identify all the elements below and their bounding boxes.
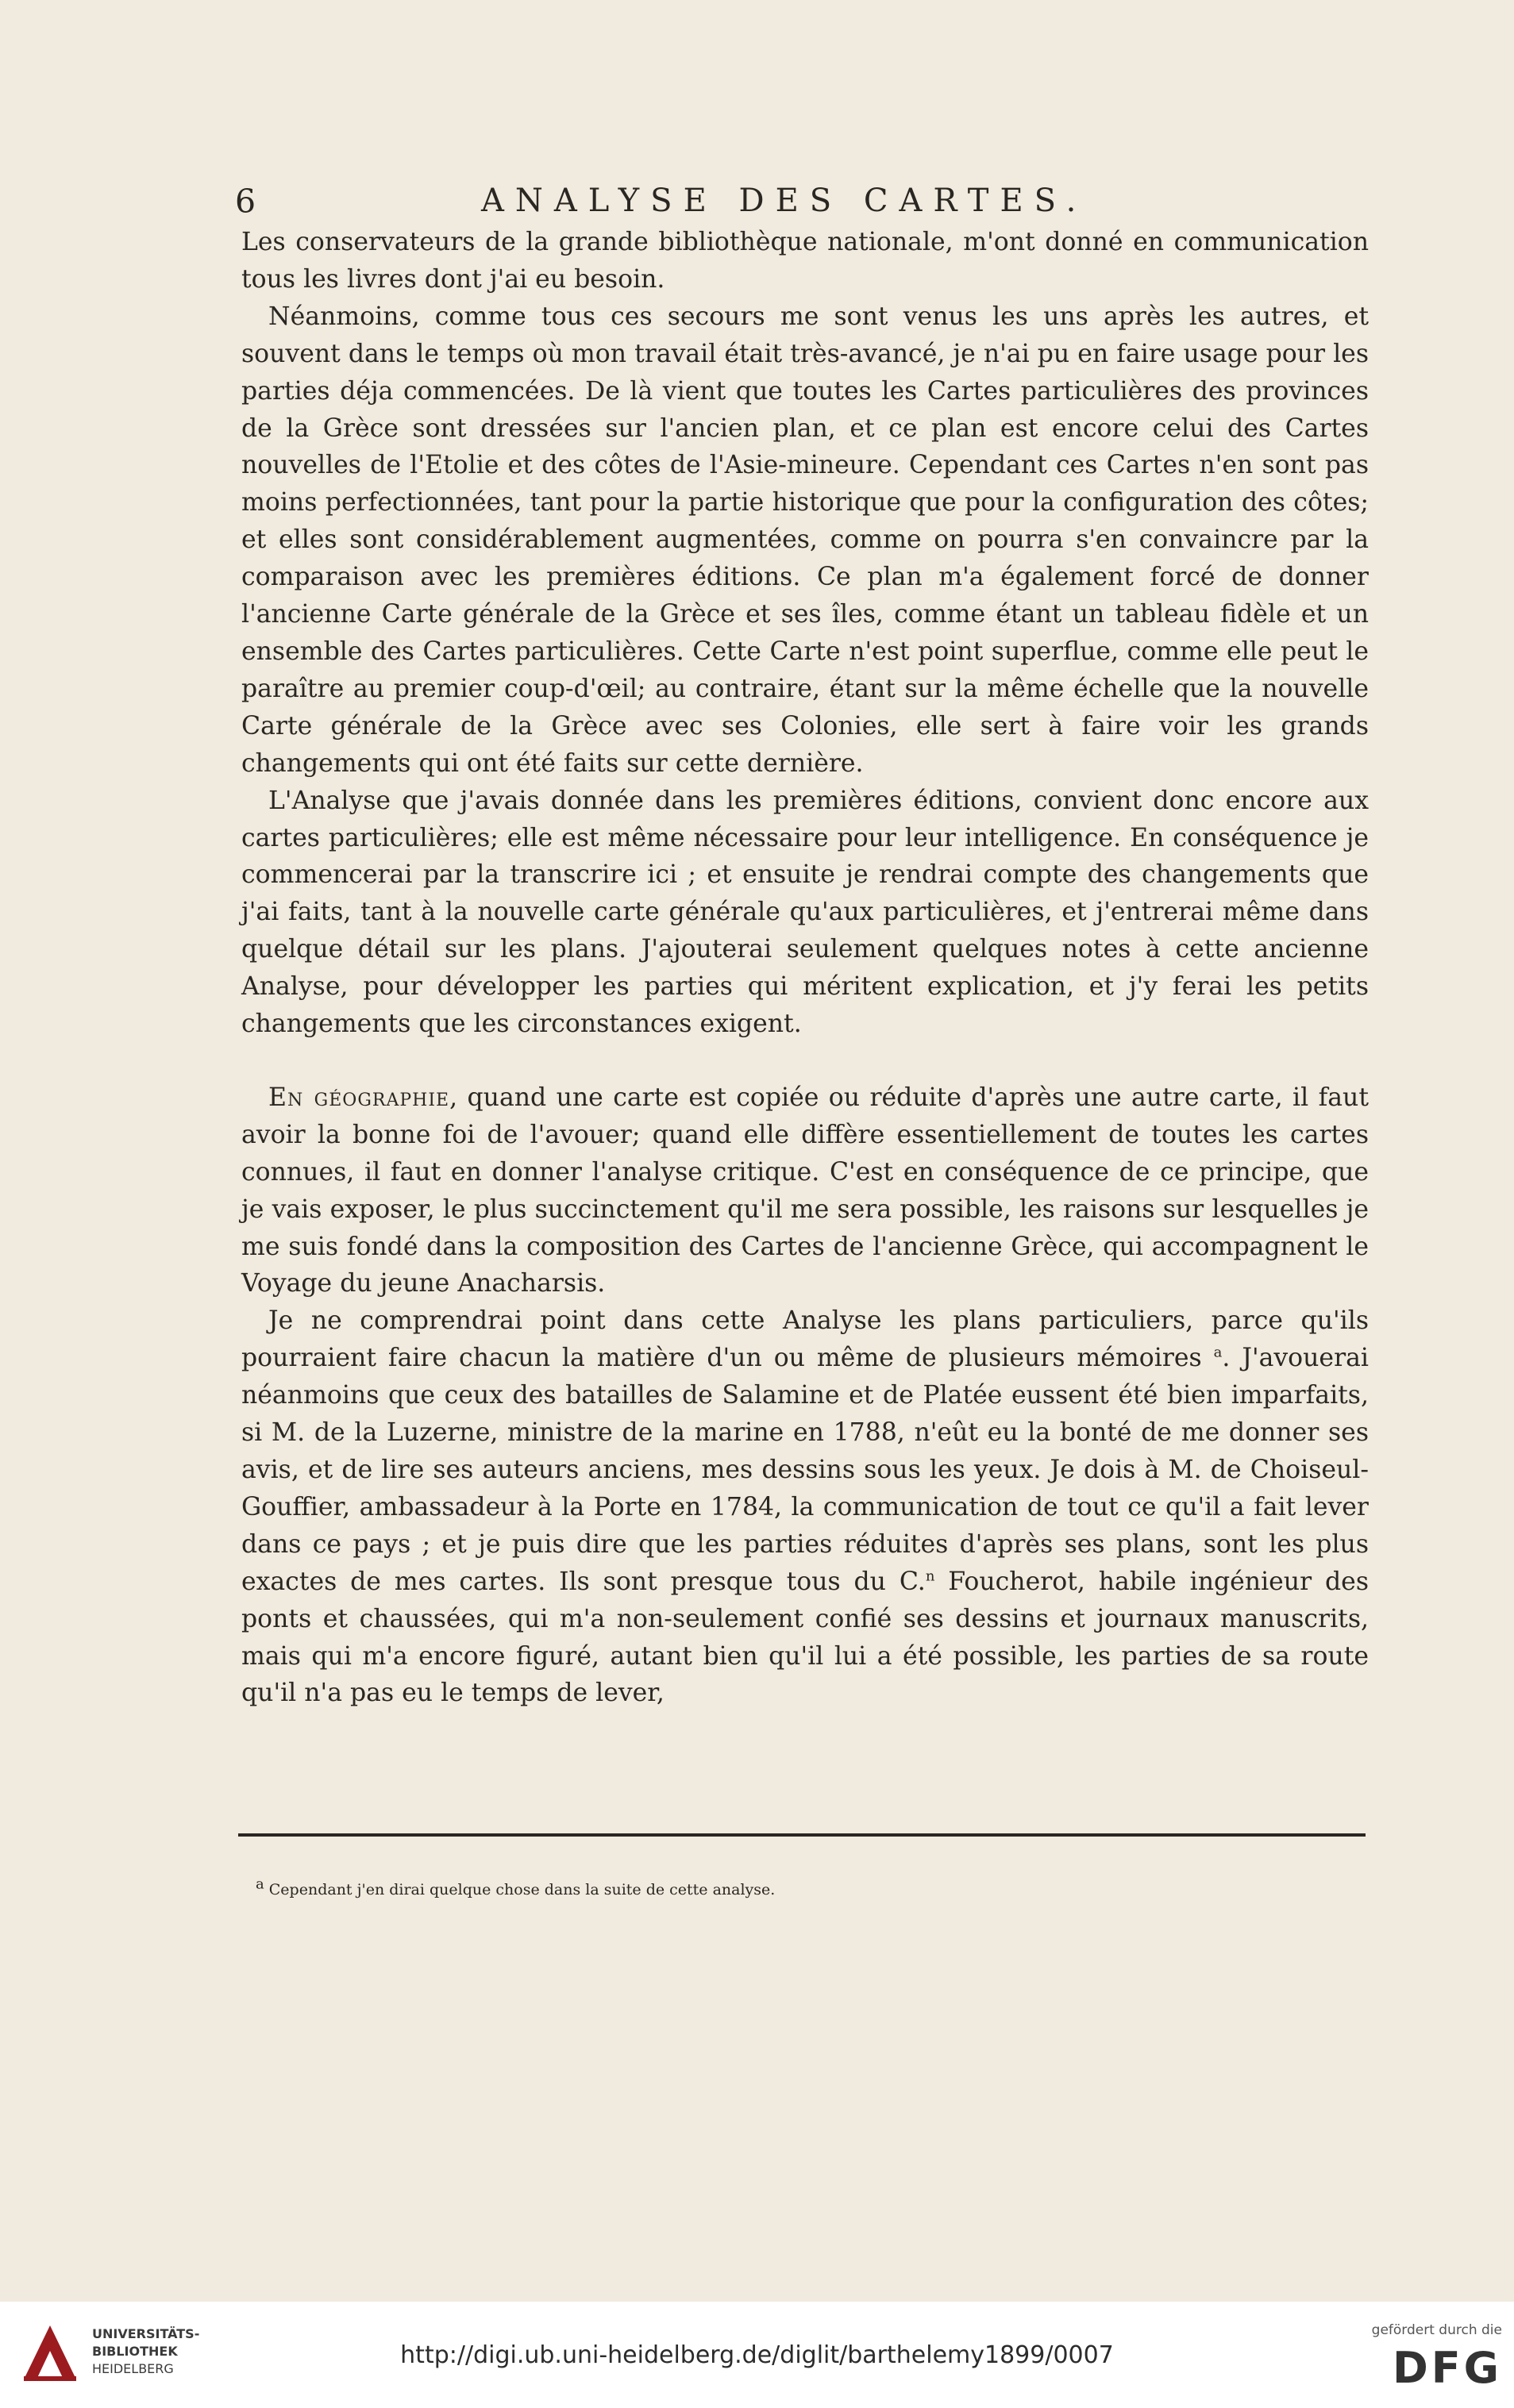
section-lead: En géographie	[268, 1083, 450, 1112]
footnote-rule	[238, 1833, 1366, 1837]
library-line-1: UNIVERSITÄTS-	[92, 2326, 200, 2341]
library-line-3: HEIDELBERG	[92, 2361, 174, 2376]
paragraph-2: Néanmoins, comme tous ces secours me sont venus les uns après les autres, et souvent dans le temps où mon travail était très-avancé, je n'ai pu en faire usage pour les parties déja commencées. De là vient que toutes les Cartes particulières des provinces de la Grèce sont dressées sur l'ancien plan, et ce plan est encore celui des Cartes nouvelles de l'Etolie et des côtes de l'Asie-mineure. Cependant ces Cartes n'en sont pas moins perfectionnées, tant pour la partie historique que pour la configuration des côtes; et elles sont considérablement augmentées, comme on pourra s'en convaincre par la comparaison avec les premières éditions. Ce plan m'a également forcé de donner l'ancienne Carte générale de la Grèce et ses îles, comme étant un tableau fidèle et un ensemble des Cartes particulières. Cette Carte n'est point superflue, comme elle peut le paraître au premier coup-d'œil; au contraire, étant sur la même échelle que la nouvelle Carte générale de la Grèce avec ses Colonies, elle sert à faire voir les grands changements qui ont été faits sur cette dernière.	[241, 302, 1369, 778]
footnote	[256, 1875, 1351, 1900]
library-line-2: BIBLIOTHEK	[92, 2344, 178, 2359]
last-paragraph-part-3: Foucherot, habile ingénieur des ponts et chaussées, qui m'a non-seulement confié ses dessins et journaux manuscrits, mais qui m'a encore figuré, autant bien qu'il lui a été possible, les parties de sa route qu'il n'a pas eu le temps de lever,	[241, 1567, 1369, 1708]
footnote-reference[interactable]: a	[1213, 1344, 1223, 1361]
paragraph-3: L'Analyse que j'avais donnée dans les premières éditions, convient donc encore aux cartes particulières; elle est même nécessaire pour leur intelligence. En conséquence je commencerai par la transcrire ici ; et ensuite je rendrai compte des changements que j'ai faits, tant à la nouvelle carte générale qu'aux particulières, et j'entrerai même dans quelque détail sur les plans. J'ajouterai seulement quelques notes à cette ancienne Analyse, pour développer les parties qui méritent explication, et j'y ferai les petits changements que les circonstances exigent.	[241, 786, 1369, 1039]
paragraph-section	[241, 1079, 1369, 1302]
viewer-footer	[0, 2302, 1514, 2408]
funder-logo: DFG	[1392, 2343, 1502, 2393]
paragraph-1: Les conservateurs de la grande bibliothèque nationale, m'ont donné en communication tous les livres dont j'ai eu besoin.	[241, 228, 1369, 294]
last-paragraph-part-2: . J'avouerai néanmoins que ceux des batailles de Salamine et de Platée eussent été bien imparfaits, si M. de la Luzerne, ministre de la marine en 1788, n'eût eu la bonté de me donner ses avis, et de lire ses auteurs anciens, mes dessins sous les yeux. Je dois à M. de Choiseul-Gouffier, ambassadeur à la Porte en 1784, la communication de tout ce qu'il a fait lever dans ce pays ; et je puis dire que les parties réduites d'après ses plans, sont les plus exactes de mes cartes. Ils sont presque tous du C.	[241, 1344, 1369, 1596]
funding-caption: gefördert durch die	[1371, 2322, 1502, 2338]
last-paragraph-part-1: Je ne comprendrai point dans cette Analyse les plans particuliers, parce qu'ils pourraient faire chacun la matière d'un ou même de plusieurs mémoires	[241, 1306, 1369, 1373]
permalink-url[interactable]: http://digi.ub.uni-heidelberg.de/diglit/barthelemy1899/0007	[400, 2341, 1114, 2369]
paragraph-last	[241, 1302, 1369, 1712]
footnote-mark: a	[256, 1875, 264, 1893]
running-head	[235, 176, 1378, 224]
citizen-abbreviation: n	[925, 1568, 935, 1585]
footnote-text: Cependant j'en dirai quelque chose dans la suite de cette analyse.	[264, 1881, 776, 1898]
section-gap	[241, 1043, 1369, 1079]
page-number: 6	[235, 183, 256, 221]
section-text: , quand une carte est copiée ou réduite d'après une autre carte, il faut avoir la bonne foi de l'avouer; quand elle diffère essentiellement de toutes les cartes connues, il faut en donner l'analyse critique. C'est en conséquence de ce principe, que je vais exposer, le plus succinctement qu'il me sera possible, les raisons sur lesquelles je me suis fondé dans la composition des Cartes de l'ancienne Grèce, qui accompagnent le Voyage du jeune Anacharsis.	[241, 1083, 1369, 1298]
body-text	[241, 224, 1369, 1712]
running-title: ANALYSE DES CARTES.	[481, 183, 1088, 219]
